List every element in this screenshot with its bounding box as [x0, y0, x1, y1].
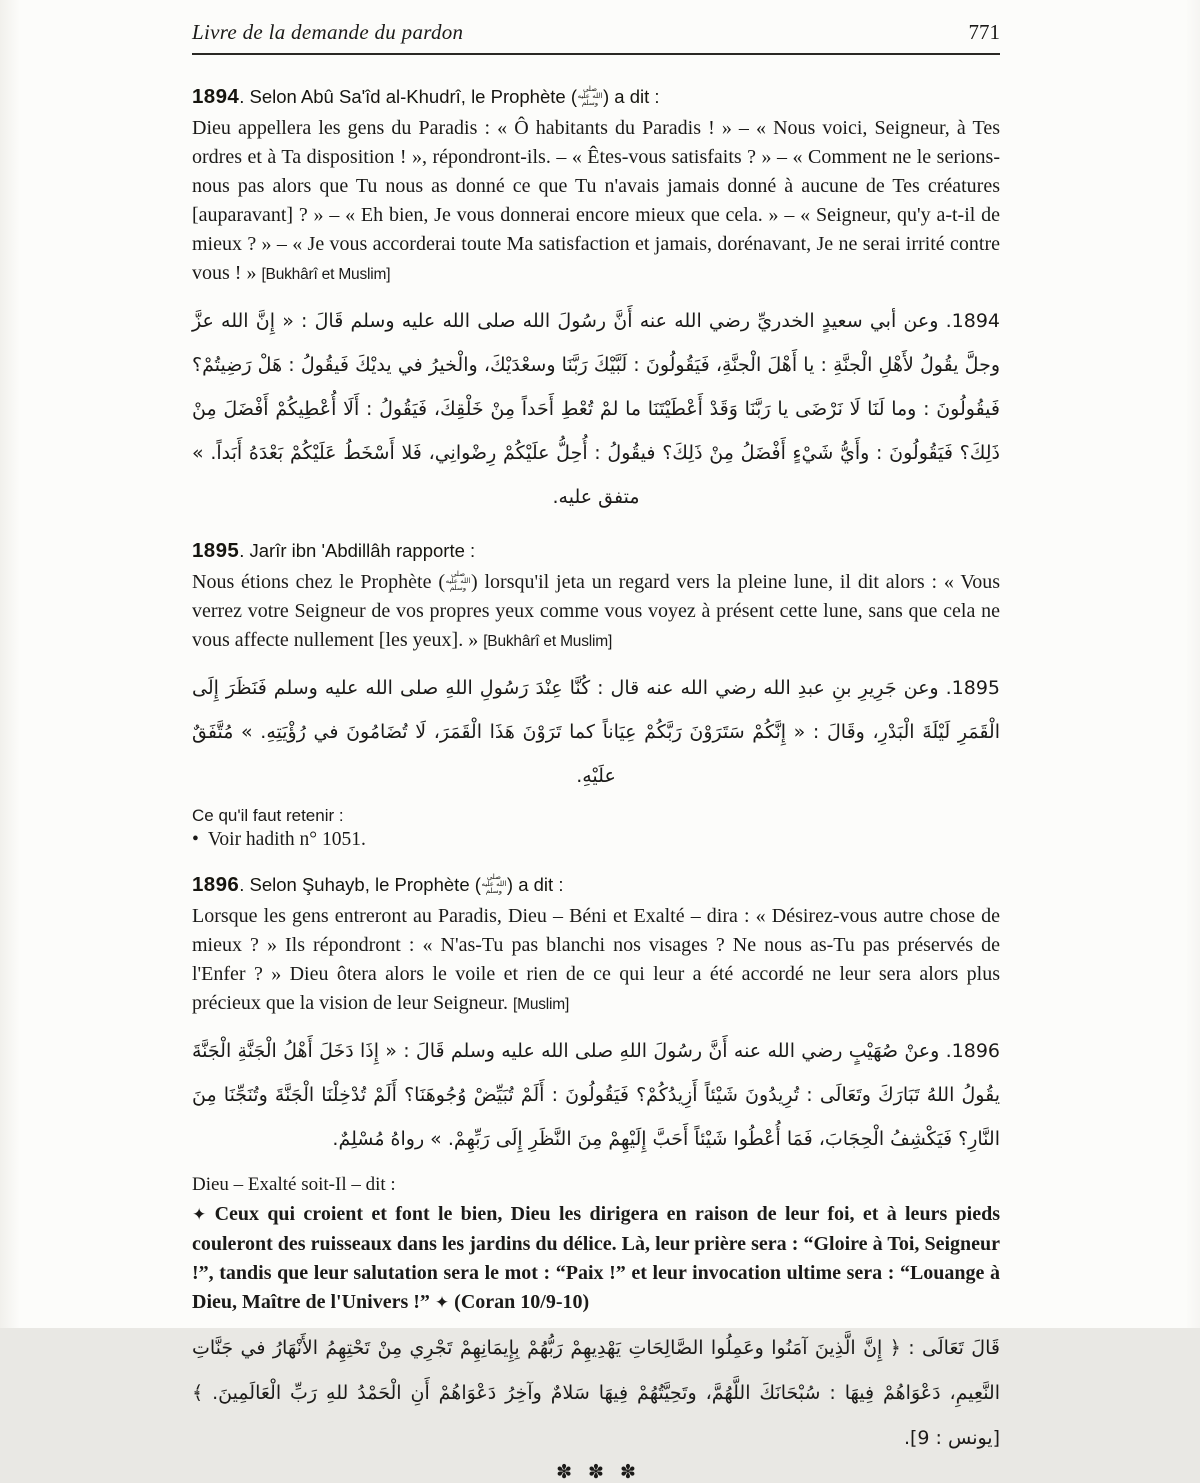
hadith-intro-end: ) a dit :: [603, 86, 660, 107]
chapter-title: Livre de la demande du pardon: [192, 20, 464, 44]
section-divider-ornament: ✽ ✽ ✽: [556, 1461, 636, 1483]
hadith-section-1894: [192, 85, 1000, 519]
hadith-number: 1895: [192, 539, 240, 562]
quran-translation: [192, 1200, 1000, 1318]
bullet-icon: •: [192, 829, 199, 850]
quran-translation-text: Ceux qui croient et font le bien, Dieu les dirigera en raison de leur foi, et à leurs pieds couleront des ruisseaux dans les jardins du délice. Là, leur prière sera : “Gloire à Toi, Seigneur !”, tandis que leur salutation sera le mot : “Paix !” et leur invocation ultime sera : “Louange à Dieu, Maître de l'Univers !”: [192, 1203, 1000, 1313]
pbuh-calligraphy-mark: صلى الله عليه وسلم: [445, 570, 471, 592]
source-tag: [Bukhârî et Muslim]: [483, 633, 613, 650]
hadith-arabic-text: 1896. وعنْ صُهَيْبٍ رضي الله عنه أَنَّ رسُولَ اللهِ صلى الله عليه وسلم قَالَ : « إِذَا دَخَلَ أَهْلُ الْجَنَّةِ الْجَنَّةَ يقُولُ اللهُ تَبَارَكَ وتَعَالَى : تُرِيدُونَ شَيْئاً أَزِيدُكُمْ؟ فَيَقُولُونَ : أَلَمْ تُبَيِّضْ وُجُوهَنَا؟ أَلَمْ تُدْخِلْنَا الْجَنَّةَ وتُنَجِّنَا مِنَ النَّارِ؟ فَيَكْشِفُ الْحِجَابَ، فَمَا أُعْطُوا شَيْئاً أَحَبَّ إِلَيْهِمْ مِنَ النَّظَرِ إِلَى رَبِّهِمْ. » رواهُ مُسْلِمٌ.: [192, 1040, 1000, 1150]
hadith-heading: [192, 873, 1000, 897]
french-text-end: ) lorsqu'il jeta un regard vers la pleine lune, il dit alors : « Vous verrez votre Seigneur de vos propres yeux comme vous voyez à présent cette lune, sans que cela ne vous affecte nullement [les yeux]. »: [192, 571, 1000, 651]
hadith-number: 1894: [192, 85, 240, 108]
page-number: 771: [968, 20, 1000, 44]
hadith-french-text: [192, 902, 1000, 1019]
quran-reference: (Coran 10/9-10): [454, 1291, 590, 1313]
hadith-arabic-text: 1895. وعن جَرِيرِ بنِ عبدِ الله رضي الله عنه قال : كُنَّا عِنْدَ رَسُولِ اللهِ صلى الله عليه وسلم فَنَظَرَ إِلَى الْقَمَرِ لَيْلَةَ الْبَدْرِ، وقَالَ : « إِنَّكُمْ سَتَرَوْنَ رَبَّكُمْ عِيَاناً كما تَرَوْنَ هَذَا الْقَمَرَ، لَا تُضَامُونَ في رُؤْيَتِهِ. » مُتَّفَقٌ علَيْهِ.: [192, 677, 1000, 787]
hadith-section-1895: [192, 539, 1000, 851]
note-text: Voir hadith n° 1051.: [207, 829, 366, 850]
quran-arabic-text: قَالَ تَعَالَى : ﴿ إِنَّ الَّذِينَ آمَنُوا وعَمِلُوا الصَّالِحَاتِ يَهْدِيهِمْ رَبُّهُمْ بِإِيمَانِهِمْ تَجْرِي مِنْ تَحْتِهِمُ الأَنْهَارُ في جَنَّاتِ النَّعِيمِ، دَعْوَاهُمْ فِيهَا : سُبْحَانَكَ اللَّهُمَّ، وتَحِيَّتُهُمْ فِيهَا سَلامٌ وآخِرُ دَعْوَاهُمْ أَنِ الْحَمْدُ للهِ رَبِّ الْعَالَمِينَ. ﴾ [يونس : 9].: [192, 1337, 1000, 1449]
hadith-section-1896: [192, 873, 1000, 1161]
french-text: Nous étions chez le Prophète (: [192, 571, 445, 593]
hadith-heading: [192, 539, 1000, 563]
hadith-intro: . Selon Şuhayb, le Prophète (: [239, 874, 481, 895]
hadith-french-text: [192, 114, 1000, 289]
hadith-intro: . Jarîr ibn 'Abdillâh rapporte :: [239, 540, 476, 561]
hadith-heading: [192, 85, 1000, 109]
quran-quote-section: [192, 1161, 1000, 1461]
fleuron-open-icon: ✦: [192, 1205, 207, 1225]
pbuh-calligraphy-mark: صلى الله عليه وسلم: [577, 85, 603, 107]
hadith-intro: . Selon Abû Sa'îd al-Khudrî, le Prophète (: [239, 86, 577, 107]
french-text: Lorsque les gens entreront au Paradis, Dieu – Béni et Exalté – dira : « Désirez-vous autre chose de mieux ? » Ils répondront : « N'as-Tu pas blanchi nos visages ? Ne nous as-Tu pas préservés de l'Enfer ? » Dieu ôtera alors le voile et rien de ce qui leur a été accordé ne leur sera alors plus précieux que la vision de leur Seigneur.: [192, 905, 1000, 1014]
pbuh-calligraphy-mark: صلى الله عليه وسلم: [481, 873, 507, 895]
source-tag: [Muslim]: [513, 996, 570, 1013]
source-tag: [Bukhârî et Muslim]: [261, 266, 391, 283]
note-item: [192, 829, 1000, 851]
french-text: Dieu appellera les gens du Paradis : « Ô habitants du Paradis ! » – « Nous voici, Seigneur, à Tes ordres et à Ta disposition ! », répondront-ils. – « Êtes-vous satisfaits ? » – « Comment ne le serions-nous pas alors que Tu nous as donné ce que Tu n'avais jamais donné à aucune de Tes créatures [auparavant] ? » – « Eh bien, Je vous donnerai encore mieux que cela. » – « Seigneur, qu'y a-t-il de mieux ? » – « Je vous accorderai toute Ma satisfaction et jamais, dorénavant, Je ne serai irrité contre vous ! »: [192, 117, 1000, 284]
hadith-french-text: [192, 568, 1000, 656]
page-header: [192, 20, 1000, 55]
hadith-number: 1896: [192, 873, 240, 896]
hadith-arabic-text: 1894. وعن أبي سعيدٍ الخدريِّ رضي الله عنه أَنَّ رسُولَ الله صلى الله عليه وسلم قَالَ : « إِنَّ الله عزَّ وجلَّ يقُولُ لأَهْلِ الْجنَّةِ : يا أَهْلَ الْجنَّةِ، فَيَقُولُونَ : لَبَّيْكَ رَبَّنَا وسعْدَيْكَ، والْخيرُ في يديْكَ فَيقُولُ : هَلْ رَضِيتُمْ؟ فَيقُولُونَ : وما لَنَا لَا نَرْضَى يا رَبَّنَا وَقَدْ أَعْطَيْتَنَا ما لمْ تُعْطِ أَحَداً مِنْ خَلْقِكَ، فَيَقُولُ : أَلَا أُعْطِيكُمْ أَفْضَلَ مِنْ ذَلِكَ؟ فَيَقُولُونَ : وأَيُّ شَيْءٍ أَفْضَلُ مِنْ ذَلِكَ؟ فيقُولُ : أُحِلُّ علَيْكُمْ رِضْوانِي، فَلا أَسْخَطُ عَلَيْكُمْ بَعْدَهُ أَبَداً. » متفق عليه.: [192, 310, 1000, 508]
note-label: Ce qu'il faut retenir :: [192, 806, 344, 825]
quran-intro-label: Dieu – Exalté soit-Il – dit :: [192, 1174, 396, 1195]
fleuron-close-icon: ✦: [434, 1293, 450, 1313]
hadith-intro-end: ) a dit :: [506, 874, 564, 895]
